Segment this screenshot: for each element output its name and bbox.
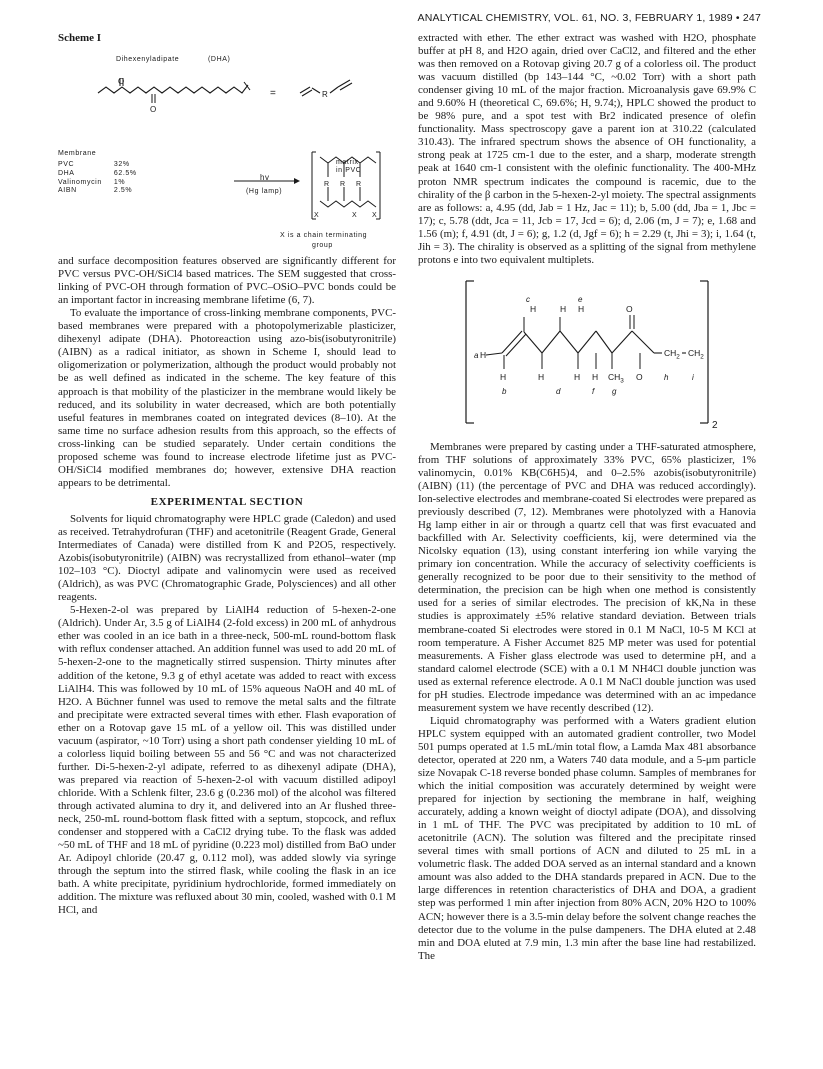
ch2-subscript: 2 <box>676 353 680 361</box>
h-b: H <box>500 371 507 382</box>
x-group-2: X <box>352 212 358 220</box>
right-column <box>418 32 756 963</box>
hv-label: hv <box>260 173 270 183</box>
membrane-preparation-paragraph: Membranes were prepared by casting under a THF-saturated atmosphere, from THF solutions of approximately 33% PVC, 65% plasticizer, 1% valinomycin, 0.01% KB(C6H5)4, and 0–2.5% azobis(isobutyronitrile) (AIBN) (11) (the percentage of PVC and DHA was reduced accordingly). Ion-selective electrodes and membrane-coated Si electrodes were prepared as previously described (7, 12). Membranes were photolyzed with a Hanovia Hg lamp either in air or through a quartz cell that was first evacuated and backfilled with Ar. Selectivity coefficients, kij, were determined via the Nicolsky equation (13), using constant interfering ion while varying the primary ion concentration. While the accuracy of selectivity coefficients is generally recognized to be poor due to their sensitivity to the method of determination, the precision can be high when one method is consistently used for a series of similar electrodes. The precision of kK,Na in these studies is approximately ±5% relative standard deviation. Between trials membrane-coated Si electrodes were stored in 0.1 M NaCl, 10-5 M KCl at room temperature. A Fisher Accumet 825 MP meter was used for potential measurements. A Fisher glass electrode was used to determine pH, and a standard calomel electrode (SCE) with a 0.1 M NH4Cl double junction was used as external reference electrode. A 0.1 M NaCl double junction was used for pH studies. Electrode impedance was determined with an ac impedance measurement system we have recently described (12). <box>418 440 756 714</box>
table-row <box>58 170 149 179</box>
ch3-group <box>608 371 624 384</box>
ester-oxygen: O <box>626 303 633 314</box>
label-b: b <box>502 386 507 396</box>
ester-oxygen-2: O <box>636 371 643 382</box>
lamp-label: (Hg lamp) <box>246 188 283 196</box>
component-name: AIBN <box>58 187 77 195</box>
h-e: H <box>578 303 585 314</box>
carbonyl-oxygen-2: O <box>150 105 157 115</box>
scheme-drawing <box>58 49 396 255</box>
h-d-top: H <box>560 303 567 314</box>
component-percent: 32% <box>113 161 130 169</box>
ch3-subscript: 3 <box>620 377 624 385</box>
component-percent: 2.5% <box>113 187 133 195</box>
synthesis-continuation-paragraph: extracted with ether. The ether extract was washed with H2O, phosphate buffer at pH 8, and H2O again, dried over CaCl2, and filtered and the ether was then removed on a Rotovap giving 20.7 g of a colorless oil. The product was vacuum distilled (bp 143–144 °C, ~0.02 Torr) with a short path condenser giving 10 mL of the major fraction. Microanalysis gave 69.9% C and 9.60% H (theoretical C, 69.6%; H, 9.74;), HPLC showed the product to be 98% pure, and a spot test with Br2 indicated presence of olefin functionality. Mass spectroscopy gave a parent ion at 310.22 (calculated 310.43). The infrared spectrum shows the absence of OH functionality, a strong peak at 1725 cm-1 due to the ester, and a sharp, moderate strength peak at 1640 cm-1 consistent with the olefinic functionality. The 400-MHz proton NMR spectrum indicates the compound is racemic, due to the chirality of the β carbon in the 5-hexen-2-yl moiety. The spectral assignments are as follows: a, 4.95 (dd, Jab = 1 Hz, Jac = 11); b, 5.00 (dd, Jba = 1, Jbc = 17); c, 5.78 (ddt, Jca = 11, Jcb = 17, Jcd = 6); d, 2.06 (m, J = 7); e, 1.68 and 1.56 (m); f, 4.91 (dt, J = 6); g, 1.2 (d, Jgf = 6); h = 2.29 (t, Jhi = 3); i, 1.64 (t, Jih = 3). The chirality is observed as a splitting of the signal from methylene protons e into two equivalent multiplets. <box>418 32 756 266</box>
component-percent: 1% <box>113 178 126 186</box>
h-f: H <box>592 371 599 382</box>
matrix-label-2: matrix <box>336 159 359 166</box>
h-d-1: H <box>538 371 545 382</box>
h-c: H <box>530 303 537 314</box>
ch2-text: CH <box>688 347 701 358</box>
experimental-paragraph-1: Solvents for liquid chromatography were HPLC grade (Caledon) and used as received. Tetrahydrofuran (THF) and acetonitrile (Reagent Grade, General Intermediates of Canada) were distilled from K and P2O5, respectively. Azobis(isobutyronitrile) (AIBN) was recrystallized from ethanol–water (mp 102–103 °C). Dioctyl adipate and valinomycin were used as received (Aldrich), as was PVC (Chromatographic Grade, Polysciences) and all other reagents. <box>58 512 396 604</box>
r-group-label: R <box>322 90 329 100</box>
component-name: DHA <box>58 169 75 177</box>
intro-paragraph-2: To evaluate the importance of cross-linking membrane components, PVC-based membranes were prepared with a photopolymerizable plasticizer, dihexenyl adipate (DHA). Photoreaction using azo-bis(isobutyronitrile) (AIBN) as a radical initiator, as shown in Scheme I, should lead to oligomerization or polymerization, although the product would probably not be as well defined as indicated in the scheme. The key feature of this approach is that mobility of the plasticizer in the membrane would likely be reduced, and its solubility in water decreased, which are both potentially useful features in membranes coated on integrated devices (8–10). At the same time no surface adhesion results from this approach, so the effects of cross-linking can be studied separately. Under certain conditions the proposed scheme was found to increase electrode lifetime just as PVC-OH/SiCl4 modified membranes do; however, extensive DHA reaction appears to be detrimental. <box>58 307 396 489</box>
h-e-bottom: H <box>574 371 581 382</box>
matrix-label-1: in PVC <box>336 167 362 175</box>
ch2-right <box>688 347 704 360</box>
label-i: i <box>692 372 694 382</box>
repeat-multiplier: 2 <box>712 419 718 431</box>
ch2-left <box>664 347 680 360</box>
carbonyl-oxygen-1: O <box>118 77 125 87</box>
footnote-line-1: X is a chain terminating <box>280 232 368 240</box>
intro-paragraph-1: and surface decomposition features observed are significantly different for PVC versus PVC-OH/SiCl4 based matrices. The SEM suggested that cross-linking of PVC-OH through formation of PVC–OSiO–PVC bonds could be an important factor in increasing membrane lifetime (6, 7). <box>58 255 396 307</box>
equals-sign: = <box>270 88 277 100</box>
footnote-line-2: group <box>312 242 333 250</box>
ch2-subscript: 2 <box>700 353 704 361</box>
component-name: Valinomycin <box>58 178 102 186</box>
r-group-3: R <box>356 181 362 189</box>
table-row <box>58 161 149 170</box>
component-percent: 62.5% <box>113 169 137 177</box>
membrane-label: Membrane <box>58 150 97 158</box>
label-h: h <box>664 372 669 382</box>
membrane-composition-table <box>58 161 149 196</box>
experimental-heading: EXPERIMENTAL SECTION <box>150 495 304 508</box>
table-row <box>58 187 149 196</box>
label-a: a <box>474 350 479 360</box>
dha-structure-figure <box>418 273 756 433</box>
label-g: g <box>612 386 617 396</box>
running-header: ANALYTICAL CHEMISTRY, VOL. 61, NO. 3, FEBRUARY 1, 1989 • 247 <box>417 12 761 24</box>
scheme-title: Scheme I <box>58 32 102 44</box>
r-group-2: R <box>340 181 346 189</box>
dha-abbrev: (DHA) <box>208 56 231 64</box>
ch2-text: CH <box>664 347 677 358</box>
ch3-text: CH <box>608 371 621 382</box>
r-group-1: R <box>324 181 330 189</box>
structure-drawing <box>418 273 756 433</box>
x-group-1: X <box>314 212 320 220</box>
experimental-paragraph-2: 5-Hexen-2-ol was prepared by LiAlH4 reduction of 5-hexen-2-one (Aldrich). Under Ar, 3.5 g of LiAlH4 (2-fold excess) in 200 mL of anhydrous ether was cooled in an ice bath in a three-neck, 500-mL round-bottom flask with reflux condenser attached. An addition funnel was used to add 20 mL of 5-hexen-2-one to the magnetically stirred suspension. Thirty minutes after addition of the ketone, 9.3 g of ethyl acetate was added to react with excess LiAlH4. This was followed by 10 mL of 15% aqueous NaOH and 40 mL of H2O. A Büchner funnel was used to remove the metal salts and the filtrate and precipitate were extracted several times with ether. Flash evaporation of ether on a Rotovap gave 15 mL of a yellow oil. This was distilled under vacuum (aspirator, ~10 Torr) using a short path condenser yielding 10 mL of a colorless liquid boiling between 55 and 56 °C and was not characterized further. Di-5-hexen-2-yl adipate, referred to as dihexenyl adipate (DHA), was prepared via reaction of 5-hexen-2-ol with vacuum distilled adipoyl chloride. With a Schlenk filter, 23.6 g (0.236 mol) of the alcohol was filtered through activated alumina to dry it, and delivered into an Ar flushed three-neck, 250-mL round-bottom flask fitted with a septum, stopcock, and reflux condenser and stoppered with a CaCl2 drying tube. To the flask was added ~50 mL of THF and 18 mL of pyridine (0.223 mol) distilled from BaO under Ar. Adipoyl chloride (20.47 g, 0.112 mol), was added slowly via syringe through the septum into the stirred flask, while cooling the flask in an ice bath. A white precipitate, pyridinium hydrochloride, formed immediately on addition. The mixture was refluxed about 30 min, cooled, washed with 0.1 M HCl, and <box>58 604 396 917</box>
h-a: H <box>480 349 487 360</box>
table-row <box>58 179 149 188</box>
label-d: d <box>556 386 561 396</box>
label-c: c <box>526 294 530 304</box>
component-name: PVC <box>58 161 75 169</box>
label-e: e <box>578 294 583 304</box>
x-group-3: X <box>372 212 378 220</box>
liquid-chromatography-paragraph: Liquid chromatography was performed with a Waters gradient elution HPLC system equipped with an automated gradient controller, two Model 501 pumps operated at 1.5 mL/min total flow, a Lamda Max 481 absorbance detector, operated at 220 nm, a Waters 740 data module, and a 5-μm particle size Novapak C-18 reverse bonded phase column. Samples of membranes for which the initial composition was accurately determined by weight were prepared for injection by sectioning the membrane in half, weighing accurately, adding a known weight of dioctyl adipate (DOA), and dissolving in 1 mL of THF. The PVC was precipitated by addition to 10 mL of acetonitrile (ACN). The solution was filtered and the precipitate rinsed several times with small portions of ACN and diluted to 25 mL in a volumetric flask. The added DOA served as an internal standard and a known amount was also added to the DHA standards prepared in ACN. Due to the large differences in retention characteristics of DHA and DOA, a gradient step was performed 1 min after injection from 80% ACN, 20% H2O to 100% ACN; however there is a 3.5-min delay before the solvent change reaches the detector due to the volume in the pulse dampeners. The DHA eluted at 2.48 min and DOA eluted at 7.9 min, 1.3 min after the base line had restabilized. The <box>418 714 756 962</box>
scheme-figure <box>58 49 396 255</box>
label-f: f <box>592 386 595 396</box>
dha-label: Dihexenyladipate <box>116 56 180 64</box>
